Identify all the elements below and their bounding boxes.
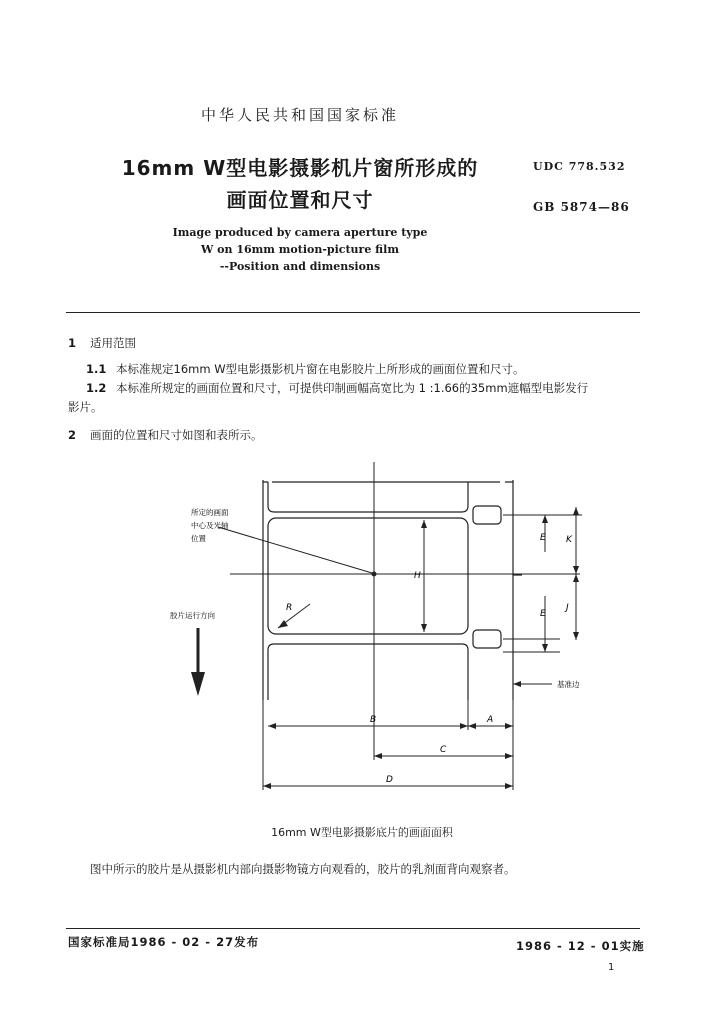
dim-E-upper-label: E — [540, 533, 546, 543]
dim-A-label: A — [487, 715, 494, 725]
label-reference-edge: 基准边 — [557, 680, 580, 689]
center-leader-line — [218, 527, 372, 573]
image-area — [268, 518, 468, 634]
perforation-upper — [473, 506, 501, 524]
standard-category: 中华人民共和国国家标准 — [200, 106, 399, 124]
dim-B-label: B — [370, 715, 377, 725]
clause-1-2-continued: 影片。 — [68, 400, 103, 414]
section-1-number: 1 — [68, 336, 77, 350]
english-title-line-1: Image produced by camera aperture type — [172, 226, 428, 239]
next-frame — [268, 644, 468, 700]
udc-code: UDC 778.532 — [533, 160, 626, 173]
optical-axis-point — [372, 572, 376, 576]
clause-1-1-number: 1.1 — [86, 362, 107, 376]
gb-number: GB 5874—86 — [533, 200, 630, 214]
dim-J-label: J — [566, 603, 569, 613]
issue-date: 国家标准局1986 - 02 - 27发布 — [68, 935, 260, 949]
label-center-line-1: 所定的画面 — [191, 508, 229, 517]
english-title-line-2: W on 16mm motion-picture film — [201, 243, 399, 256]
dim-D-label: D — [386, 775, 393, 785]
clause-1-2-text: 本标准所规定的画面位置和尺寸，可提供印制画幅高宽比为 1 :1.66的35mm遮幅型电影发行 — [116, 381, 589, 395]
dim-C-label: C — [440, 745, 447, 755]
section-2-text: 画面的位置和尺寸如图和表所示。 — [90, 428, 263, 442]
perforation-lower — [473, 630, 501, 648]
title-line-1: 16mm W型电影摄影机片窗所形成的 — [121, 156, 479, 180]
title-line-2: 画面位置和尺寸 — [226, 188, 374, 212]
dim-E-lower-label: E — [540, 609, 546, 619]
figure-caption: 16mm W型电影摄影底片的画面面积 — [271, 826, 453, 839]
dim-R-label: R — [286, 603, 293, 613]
film-direction-arrow — [191, 628, 205, 696]
page-number: 1 — [608, 962, 615, 973]
section-2-number: 2 — [68, 428, 77, 442]
label-film-direction: 胶片运行方向 — [170, 611, 215, 620]
effective-date: 1986 - 12 - 01实施 — [516, 939, 645, 953]
label-center-line-2: 中心及光轴 — [191, 521, 229, 530]
clause-1-2-number: 1.2 — [86, 381, 107, 395]
viewing-note: 图中所示的胶片是从摄影机内部向摄影物镜方向观看的，胶片的乳剂面背向观察者。 — [90, 862, 516, 876]
section-1-title: 适用范围 — [90, 336, 136, 350]
dim-K-label: K — [566, 535, 572, 545]
label-center-line-3: 位置 — [191, 534, 206, 543]
dim-H-label: H — [414, 571, 421, 581]
previous-frame — [268, 482, 468, 512]
footer-rule — [66, 928, 640, 929]
clause-1-1-text: 本标准规定16mm W型电影摄影机片窗在电影胶片上所形成的画面位置和尺寸。 — [116, 362, 525, 376]
english-title-line-3: --Position and dimensions — [219, 260, 381, 273]
